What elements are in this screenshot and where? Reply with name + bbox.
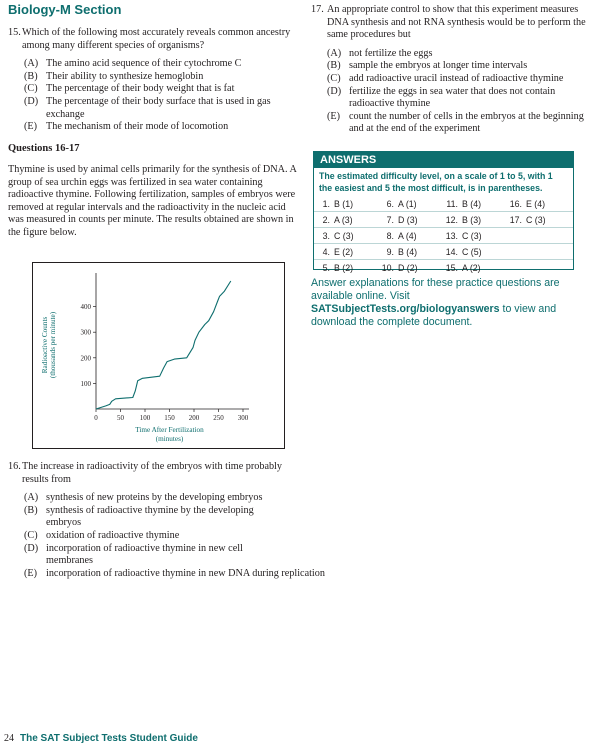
answers-row xyxy=(314,227,573,243)
answer-value: B (2) xyxy=(334,263,354,273)
answer-value: C (3) xyxy=(526,215,546,225)
online-explanations-note xyxy=(311,277,581,329)
option-17-a xyxy=(311,48,586,61)
option-letter: (A) xyxy=(327,47,342,59)
online-note-after: to view and download the complete document. xyxy=(311,303,557,328)
answer-number: 9. xyxy=(386,247,394,257)
answer-value: E (2) xyxy=(334,247,354,257)
x-axis-label: Time After Fertilization xyxy=(135,426,204,434)
option-text: incorporation of radioactive thymine in new DNA during replication xyxy=(46,567,325,579)
question-17-stem: An appropriate control to show that this experiment measures DNA synthesis and not RNA synthesis would be to perform the same procedures but xyxy=(327,4,586,41)
answer-number: 1. xyxy=(322,199,330,209)
question-15 xyxy=(8,27,298,134)
answer-number: 5. xyxy=(322,263,330,273)
page-number: 24 xyxy=(4,733,14,744)
y-tick-label: 100 xyxy=(80,379,91,388)
section-title: Biology-M Section xyxy=(8,2,122,17)
answer-value: B (3) xyxy=(462,215,482,225)
option-letter: (C) xyxy=(24,83,38,95)
question-16-options xyxy=(8,492,325,580)
option-15-b xyxy=(8,71,298,84)
option-text: The amino acid sequence of their cytochrome C xyxy=(46,58,242,70)
answer-cell xyxy=(442,231,482,241)
answer-cell xyxy=(378,247,417,257)
option-text: not fertilize the eggs xyxy=(349,47,433,59)
answer-value: A (4) xyxy=(398,231,417,241)
option-letter: (B) xyxy=(24,70,38,82)
answer-number: 16. xyxy=(509,199,522,209)
answer-cell xyxy=(314,199,353,209)
passage-text: Thymine is used by animal cells primarily for the synthesis of DNA. A group of sea urchin eggs was fertilized in sea water containing radioactive thymine. Following fertilization, samples of embryos were removed at regular intervals and the radioactivity in the nucleic acid was measured in counts per minute. The results obtained are shown in the figure below. xyxy=(8,164,297,238)
online-note-before: Answer explanations for these practice questions are available online. Visit xyxy=(311,277,560,302)
option-text: count the number of cells in the embryos at the beginning and at the end of the experiment xyxy=(349,110,584,135)
answers-box xyxy=(313,151,574,273)
y-tick-label: 400 xyxy=(80,303,91,312)
x-tick-label: 50 xyxy=(117,414,124,422)
answer-cell xyxy=(314,215,353,225)
option-15-a xyxy=(8,58,298,71)
option-letter: (D) xyxy=(24,95,39,107)
option-text: oxidation of radioactive thymine xyxy=(46,529,180,541)
question-16-stem: The increase in radioactivity of the embryos with time probably results from xyxy=(22,461,282,485)
option-text: synthesis of radioactive thymine by the developing embryos xyxy=(46,504,254,529)
answer-value: B (4) xyxy=(398,247,418,257)
option-text: synthesis of new proteins by the developing embryos xyxy=(46,492,263,504)
answer-value: A (3) xyxy=(334,215,353,225)
answer-value: C (3) xyxy=(334,231,354,241)
x-tick-label: 150 xyxy=(164,414,175,422)
answer-cell xyxy=(314,247,353,257)
answer-value: C (3) xyxy=(462,231,482,241)
answer-number: 15. xyxy=(445,263,458,273)
answer-number: 7. xyxy=(386,215,394,225)
answer-cell xyxy=(314,231,354,241)
answer-value: A (2) xyxy=(462,263,481,273)
answer-cell xyxy=(442,199,481,209)
x-tick-label: 300 xyxy=(237,414,249,422)
option-15-d xyxy=(8,96,286,121)
option-letter: (E) xyxy=(327,110,341,122)
answer-number: 14. xyxy=(445,247,458,257)
answers-intro: The estimated difficulty level, on a scale of 1 to 5, with 1 the easiest and 5 the most difficult, is in parentheses. xyxy=(319,171,553,193)
data-line-radioactivity xyxy=(96,281,231,409)
answer-value: D (2) xyxy=(398,263,418,273)
y-tick-label: 300 xyxy=(80,328,91,337)
question-17-options xyxy=(311,48,586,136)
answer-number: 4. xyxy=(322,247,330,257)
answer-cell xyxy=(506,215,546,225)
option-text: sample the embryos at longer time intervals xyxy=(349,60,528,72)
option-letter: (A) xyxy=(24,492,39,504)
answer-number: 6. xyxy=(386,199,394,209)
option-text: The mechanism of their mode of locomotion xyxy=(46,121,229,133)
answer-cell xyxy=(378,231,417,241)
answer-value: B (1) xyxy=(334,199,354,209)
option-15-e xyxy=(8,121,298,134)
answer-cell xyxy=(442,263,481,273)
answers-link[interactable]: SATSubjectTests.org/biologyanswers xyxy=(311,303,500,315)
answers-row xyxy=(314,211,573,227)
option-16-e xyxy=(8,568,331,581)
option-letter: (E) xyxy=(24,121,38,133)
answer-cell xyxy=(378,199,417,209)
option-15-c xyxy=(8,83,298,96)
option-letter: (A) xyxy=(24,58,39,70)
x-tick-label: 200 xyxy=(188,414,200,422)
answer-cell xyxy=(314,263,353,273)
answer-number: 10. xyxy=(381,263,394,273)
x-tick-label: 0 xyxy=(94,414,98,422)
answer-number: 12. xyxy=(445,215,458,225)
answers-row xyxy=(314,259,573,275)
answers-heading: ANSWERS xyxy=(314,152,573,168)
answer-number: 3. xyxy=(322,231,330,241)
answer-cell xyxy=(442,215,481,225)
answer-cell xyxy=(378,215,418,225)
answer-value: E (4) xyxy=(526,199,546,209)
option-letter: (D) xyxy=(24,542,39,554)
option-17-d xyxy=(311,86,584,111)
answer-number: 8. xyxy=(386,231,394,241)
y-axis-label: Radioactive Counts xyxy=(41,316,49,374)
option-16-a xyxy=(8,492,298,505)
option-text: incorporation of radioactive thymine in new cell membranes xyxy=(46,542,243,567)
answers-grid xyxy=(314,196,573,275)
option-text: fertilize the eggs in sea water that does not contain radioactive thymine xyxy=(349,85,556,110)
option-17-e xyxy=(311,111,584,136)
x-tick-label: 250 xyxy=(213,414,224,422)
option-letter: (B) xyxy=(327,60,341,72)
option-17-b xyxy=(311,60,586,73)
option-16-b xyxy=(8,505,276,530)
question-16-number: 16. xyxy=(8,461,21,472)
option-text: add radioactive uracil instead of radioactive thymine xyxy=(349,72,564,84)
question-15-number: 15. xyxy=(8,27,21,38)
chart-svg xyxy=(33,263,286,450)
answer-value: B (4) xyxy=(462,199,482,209)
page-footer xyxy=(4,733,198,744)
answer-number: 2. xyxy=(322,215,330,225)
answer-number: 11. xyxy=(446,199,458,209)
question-15-options xyxy=(8,58,298,134)
question-17 xyxy=(311,4,586,136)
answer-number: 13. xyxy=(445,231,458,241)
x-axis-unit: (minutes) xyxy=(155,435,184,443)
option-16-c xyxy=(8,530,298,543)
option-text: Their ability to synthesize hemoglobin xyxy=(46,70,204,82)
option-letter: (D) xyxy=(327,85,342,97)
answers-row xyxy=(314,243,573,259)
question-16 xyxy=(8,461,325,580)
figure-radioactivity-chart xyxy=(32,262,285,449)
answer-cell xyxy=(506,199,545,209)
option-17-c xyxy=(311,73,586,86)
answer-value: A (1) xyxy=(398,199,417,209)
question-15-stem: Which of the following most accurately reveals common ancestry among many different species of organisms? xyxy=(22,27,291,51)
y-tick-label: 200 xyxy=(80,354,91,363)
option-text: The percentage of their body surface that is used in gas exchange xyxy=(46,95,271,120)
answer-cell xyxy=(442,247,482,257)
answer-number: 17. xyxy=(509,215,522,225)
option-letter: (C) xyxy=(327,72,341,84)
y-axis-unit: (thousands per minute) xyxy=(49,311,57,379)
answer-value: C (5) xyxy=(462,247,482,257)
question-17-number: 17. xyxy=(311,4,324,15)
x-tick-label: 100 xyxy=(139,414,151,422)
option-letter: (B) xyxy=(24,504,38,516)
option-16-d xyxy=(8,543,286,568)
answer-cell xyxy=(378,263,418,273)
option-letter: (C) xyxy=(24,529,38,541)
questions-heading: Questions 16-17 xyxy=(8,143,80,154)
option-letter: (E) xyxy=(24,567,38,579)
answer-value: D (3) xyxy=(398,215,418,225)
footer-title: The SAT Subject Tests Student Guide xyxy=(20,733,198,744)
option-text: The percentage of their body weight that is fat xyxy=(46,83,235,95)
answers-row xyxy=(314,196,573,211)
